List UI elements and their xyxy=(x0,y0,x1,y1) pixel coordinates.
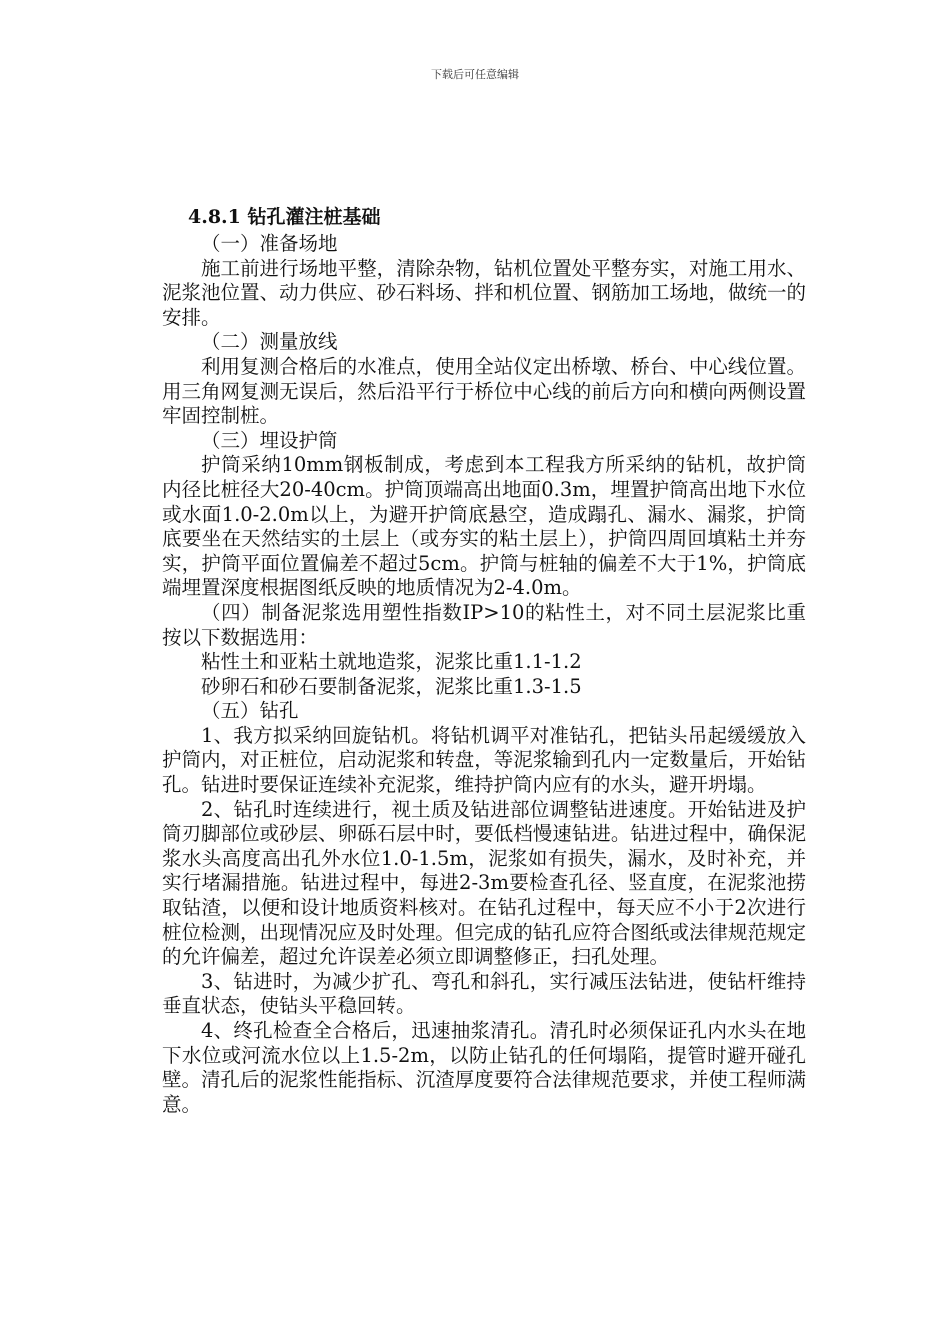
subsection-heading-survey: （二）测量放线 xyxy=(201,330,338,354)
paragraph-casing: 护筒采纳10mm钢板制成，考虑到本工程我方所采纳的钻机，故护筒内径比桩径大20-40cm。护筒顶端高出地面0.3m，埋置护筒高出地下水位或水面1.0-2.0m以上，为避开护筒底悬空，造成蹋孔、漏水、漏浆，护筒底要坐在天然结实的土层上（或夯实的粘土层上），护筒四周回填粘土并夯实，护筒平面位置偏差不超过5cm。护筒与桩轴的偏差不大于1%，护筒底端埋置深度根据图纸反映的地质情况为2-4.0m。 xyxy=(162,453,806,600)
paragraph-drilling-4: 4、终孔检查全合格后，迅速抽浆清孔。清孔时必须保证孔内水头在地下水位或河流水位以上1.5-2m，以防止钻孔的任何塌陷，提管时避开碰孔壁。清孔后的泥浆性能指标、沉渣厚度要符合法律规范要求，并使工程师满意。 xyxy=(162,1019,806,1116)
paragraph-drilling-3: 3、钻进时，为减少扩孔、弯孔和斜孔，实行减压法钻进，使钻杆维持垂直状态，使钻头平稳回转。 xyxy=(162,969,806,1018)
paragraph-drilling-2: 2、钻孔时连续进行，视土质及钻进部位调整钻进速度。开始钻进及护筒刃脚部位或砂层、卵砾石层中时，要低档慢速钻进。钻进过程中，确保泥浆水头高度高出孔外水位1.0-1.5m，泥浆如有损失，漏水，及时补充，并实行堵漏措施。钻进过程中，每进2-3m要检查孔径、竖直度，在泥浆池捞取钻渣，以便和设计地质资料核对。在钻孔过程中，每天应不小于2次进行桩位检测，出现情况应及时处理。但完成的钻孔应符合图纸或法律规范规定的允许偏差，超过允许误差必须立即调整修正，扫孔处理。 xyxy=(162,797,806,969)
paragraph-drilling-1: 1、我方拟采纳回旋钻机。将钻机调平对准钻孔，把钻头吊起缓缓放入护筒内，对正桩位，启动泥浆和转盘，等泥浆输到孔内一定数量后，开始钻孔。钻进时要保证连续补充泥浆，维持护筒内应有的水头，避开坍塌。 xyxy=(162,723,806,797)
paragraph-site-prep: 施工前进行场地平整，清除杂物，钻机位置处平整夯实，对施工用水、泥浆池位置、动力供应、砂石料场、拌和机位置、钢筋加工场地，做统一的安排。 xyxy=(162,256,806,329)
section-title: 4.8.1 钻孔灌注桩基础 xyxy=(188,206,381,228)
subsection-heading-site-prep: （一）准备场地 xyxy=(201,232,338,255)
document-body xyxy=(162,204,806,1117)
subsection-heading-casing: （三）埋设护筒 xyxy=(201,428,338,452)
paragraph-slurry: （四）制备泥浆选用塑性指数IP>10的粘性土，对不同土层泥浆比重按以下数据选用： xyxy=(162,600,806,649)
page-header-note: 下载后可任意编辑 xyxy=(431,68,519,81)
paragraph-slurry-clay: 粘性土和亚粘土就地造浆，泥浆比重1.1-1.2 xyxy=(201,650,582,674)
subsection-heading-drilling: （五）钻孔 xyxy=(201,699,299,723)
paragraph-slurry-gravel: 砂卵石和砂石要制备泥浆，泥浆比重1.3-1.5 xyxy=(201,674,582,698)
paragraph-survey: 利用复测合格后的水准点，使用全站仪定出桥墩、桥台、中心线位置。用三角网复测无误后，然后沿平行于桥位中心线的前后方向和横向两侧设置牢固控制桩。 xyxy=(162,354,806,428)
